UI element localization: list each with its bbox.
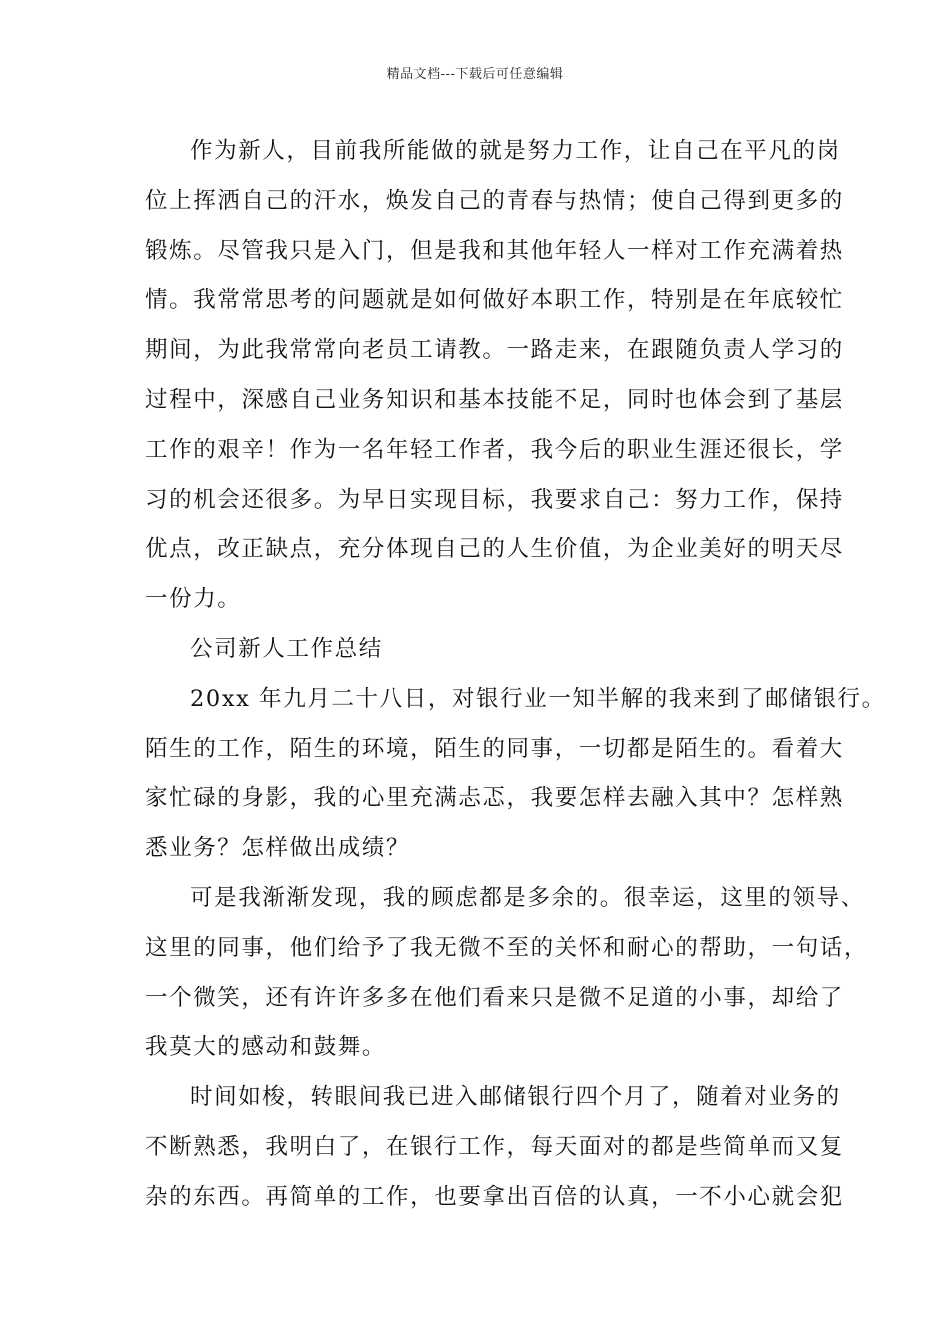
paragraph-line: 家忙碌的身影，我的心里充满忐忑，我要怎样去融入其中？怎样熟 [145, 785, 844, 812]
paragraph-line: 可是我渐渐发现，我的顾虑都是多余的。很幸运，这里的领导、 [190, 884, 865, 911]
paragraph-line: 我莫大的感动和鼓舞。 [145, 1034, 387, 1061]
paragraph-line: 20xx 年九月二十八日，对银行业一知半解的我来到了邮储银行。 [190, 685, 886, 712]
paragraph-line: 位上挥洒自己的汗水，焕发自己的青春与热情；使自己得到更多的 [145, 187, 844, 214]
paragraph-line: 过程中，深感自己业务知识和基本技能不足，同时也体会到了基层 [145, 386, 844, 413]
paragraph-line: 习的机会还很多。为早日实现目标，我要求自己：努力工作，保持 [145, 486, 844, 513]
page-header: 精品文档---下载后可任意编辑 [386, 67, 564, 82]
document-body [145, 127, 886, 1223]
paragraph-line: 不断熟悉，我明白了，在银行工作，每天面对的都是些简单而又复 [145, 1133, 844, 1160]
paragraph-line: 作为新人，目前我所能做的就是努力工作，让自己在平凡的岗 [190, 138, 841, 164]
paragraph-line: 工作的艰辛！作为一名年轻工作者，我今后的职业生涯还很长，学 [145, 436, 844, 463]
paragraph-line: 锻炼。尽管我只是入门，但是我和其他年轻人一样对工作充满着热 [145, 237, 844, 264]
paragraph-line: 陌生的工作，陌生的环境，陌生的同事，一切都是陌生的。看着大 [145, 735, 844, 762]
paragraph-line: 情。我常常思考的问题就是如何做好本职工作，特别是在年底较忙 [145, 287, 844, 314]
paragraph-line: 这里的同事，他们给予了我无微不至的关怀和耐心的帮助，一句话， [145, 934, 869, 961]
paragraph-line: 一个微笑，还有许许多多在他们看来只是微不足道的小事，却给了 [145, 984, 844, 1011]
paragraph-line: 优点，改正缺点，充分体现自己的人生价值，为企业美好的明天尽 [145, 536, 844, 563]
paragraph-line: 悉业务？怎样做出成绩？ [145, 835, 411, 862]
paragraph-line: 一份力。 [145, 586, 242, 613]
paragraph-line: 期间，为此我常常向老员工请教。一路走来，在跟随负责人学习的 [145, 337, 844, 364]
paragraph-line: 杂的东西。再简单的工作，也要拿出百倍的认真，一不小心就会犯 [145, 1183, 844, 1210]
paragraph-line: 时间如梭，转眼间我已进入邮储银行四个月了，随着对业务的 [190, 1084, 841, 1111]
section-title: 公司新人工作总结 [190, 635, 383, 662]
